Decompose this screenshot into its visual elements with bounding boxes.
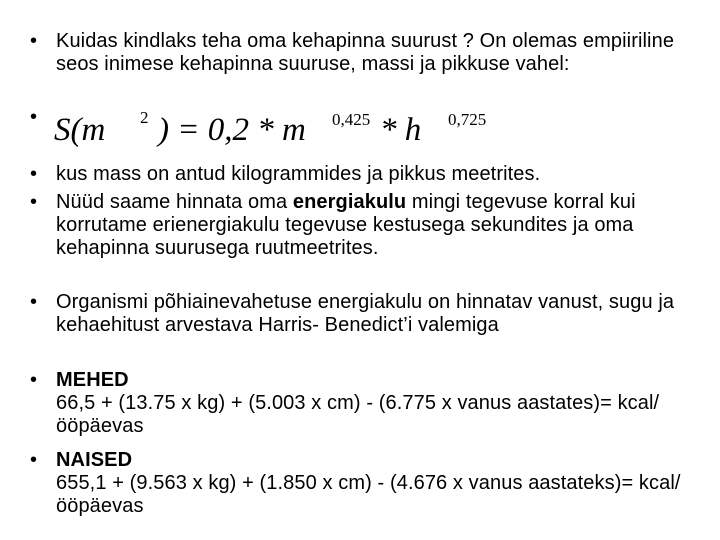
formula-m-exponent: 0,425 xyxy=(332,110,371,129)
bullet-text xyxy=(56,369,690,438)
bullet-dot: • xyxy=(30,163,38,185)
men-formula: 66,5 + (13.75 x kg) + (5.003 x cm) - (6.775 x vanus aastates)= kcal/ööpäevas xyxy=(56,392,660,437)
bullet-text xyxy=(56,191,690,260)
formula-lhs: S(m xyxy=(54,112,106,148)
bullet-text: Kuidas kindlaks teha oma kehapinna suurust ? On olemas empiiriline seos inimese kehapinna suuruse, massi ja pikkuse vahel: xyxy=(56,30,675,75)
bullet-dot: • xyxy=(30,191,38,213)
women-formula: 655,1 + (9.563 x kg) + (1.850 x cm) - (4.676 x vanus aastateks)= kcal/ööpäevas xyxy=(56,472,681,517)
men-heading: MEHED xyxy=(56,369,129,391)
bullet-text xyxy=(56,449,690,518)
women-heading: NAISED xyxy=(56,449,133,471)
text-post: mingi tegevuse korral kui korrutame erienergiakulu tegevuse kestusega sekundites ja oma kehapinna suurusega ruutmeetrites. xyxy=(56,191,636,259)
bullet-dot: • xyxy=(30,106,38,128)
bullet-text: kus mass on antud kilogrammides ja pikkus meetrites. xyxy=(56,163,541,185)
formula-h-exponent: 0,725 xyxy=(448,110,487,129)
bullet-dot: • xyxy=(30,369,38,391)
formula-lhs-exponent: 2 xyxy=(140,108,149,127)
bullet-dot: • xyxy=(30,30,38,52)
body-surface-formula xyxy=(54,108,534,148)
bullet-text: Organismi põhiainevahetuse energiakulu on hinnatav vanust, sugu ja kehaehitust arvestava Harris- Benedict’i valemiga xyxy=(56,291,675,336)
bullet-dot: • xyxy=(30,291,38,313)
text-bold: energiakulu xyxy=(292,191,407,213)
text-pre: Nüüd saame hinnata oma xyxy=(56,191,293,213)
bullet-dot: • xyxy=(30,449,38,471)
formula-times-h: * h xyxy=(380,112,422,148)
formula-rhs: ) = 0,2 * m xyxy=(158,112,306,148)
